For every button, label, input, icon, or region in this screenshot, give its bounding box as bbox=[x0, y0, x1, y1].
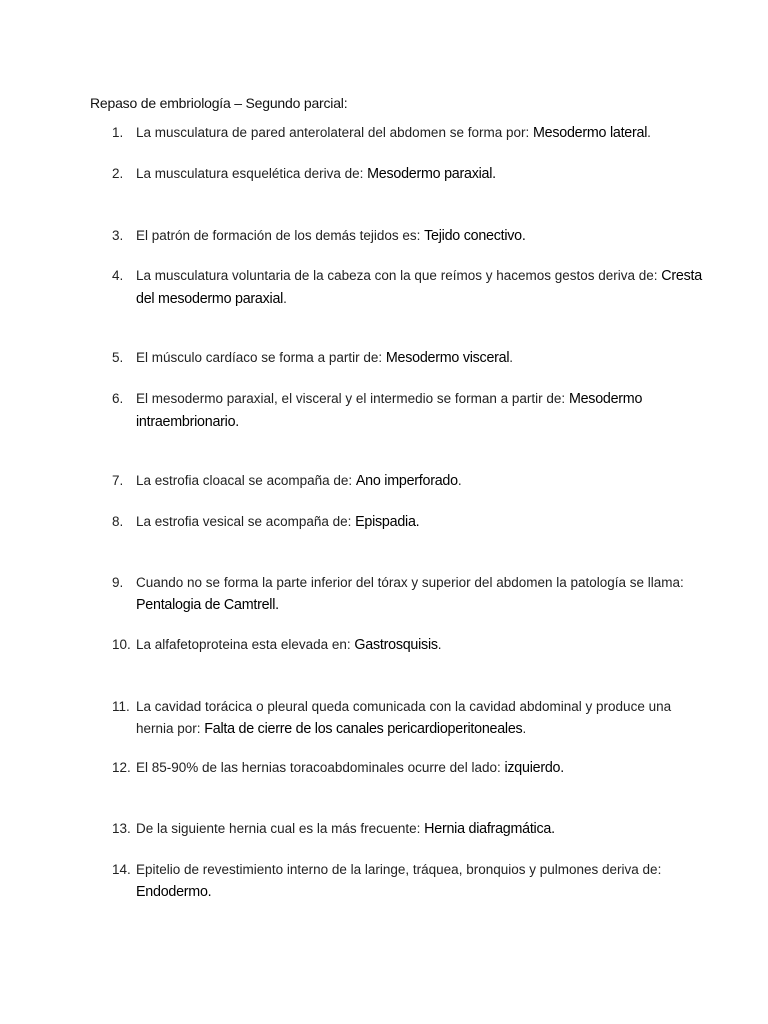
item-answer: Mesodermo lateral bbox=[532, 125, 648, 141]
item-answer: Falta de cierre de los canales pericardioperitoneales bbox=[204, 720, 523, 737]
item-question: La cavidad torácica o pleural queda comunicada con la cavidad abdominal y produce una hernia por: bbox=[136, 699, 672, 736]
item-question: La musculatura esquelética deriva de: bbox=[136, 166, 368, 181]
item-question: El patrón de formación de los demás tejidos es: bbox=[136, 228, 425, 243]
item-number: 10. bbox=[112, 637, 131, 652]
item-question: Cuando no se forma la parte inferior del tórax y superior del abdomen la patología se llama: bbox=[136, 575, 684, 590]
item-answer: Epispadia. bbox=[355, 514, 420, 530]
item-question: La estrofia vesical se acompaña de: bbox=[136, 514, 356, 529]
item-number: 5. bbox=[112, 350, 124, 365]
item-answer: Tejido conectivo. bbox=[424, 228, 526, 244]
item-answer: Pentalogia de Camtrell. bbox=[136, 596, 279, 613]
list-item bbox=[112, 757, 712, 780]
item-end: . bbox=[283, 290, 287, 306]
list-item bbox=[112, 347, 712, 370]
item-number: 3. bbox=[112, 228, 124, 243]
list-item bbox=[112, 634, 712, 657]
item-number: 9. bbox=[112, 575, 124, 590]
item-question: La estrofia cloacal se acompaña de: bbox=[136, 473, 356, 488]
item-answer: Mesodermo paraxial. bbox=[367, 166, 496, 182]
item-question: Epitelio de revestimiento interno de la laringe, tráquea, bronquios y pulmones deriva de: bbox=[136, 862, 662, 877]
item-answer: Gastrosquisis bbox=[354, 637, 438, 653]
item-number: 12. bbox=[112, 760, 131, 775]
item-number: 11. bbox=[112, 699, 130, 714]
item-number: 14. bbox=[112, 862, 131, 877]
item-number: 6. bbox=[112, 391, 124, 406]
list-item bbox=[112, 696, 712, 740]
item-answer: Mesodermo visceral bbox=[385, 350, 510, 366]
item-question: La musculatura de pared anterolateral del abdomen se forma por: bbox=[136, 125, 533, 140]
document-title: Repaso de embriología – Segundo parcial: bbox=[90, 95, 348, 111]
item-answer: Endodermo. bbox=[136, 883, 212, 900]
item-question: El músculo cardíaco se forma a partir de: bbox=[136, 350, 386, 365]
list-item bbox=[112, 388, 712, 433]
item-question: El mesodermo paraxial, el visceral y el intermedio se forman a partir de: bbox=[136, 391, 569, 406]
item-number: 8. bbox=[112, 514, 124, 529]
list-item bbox=[112, 572, 712, 616]
item-answer: Mesodermo intraembrionario. bbox=[136, 391, 643, 430]
item-question: El 85-90% de las hernias toracoabdominales ocurre del lado: bbox=[136, 760, 505, 775]
item-end: . bbox=[647, 125, 651, 140]
item-question: La musculatura voluntaria de la cabeza con la que reímos y hacemos gestos deriva de: bbox=[136, 268, 662, 283]
list-item bbox=[112, 470, 712, 493]
item-answer: Ano imperforado bbox=[355, 473, 458, 489]
item-number: 2. bbox=[112, 166, 124, 181]
list-item bbox=[112, 225, 712, 248]
list-item bbox=[112, 511, 712, 534]
item-question: De la siguiente hernia cual es la más frecuente: bbox=[136, 821, 425, 836]
item-number: 4. bbox=[112, 268, 124, 283]
item-end: . bbox=[437, 637, 442, 652]
item-end: . bbox=[522, 720, 527, 736]
item-end: . bbox=[509, 350, 514, 365]
item-answer: Cresta del mesodermo paraxial bbox=[136, 268, 702, 307]
item-number: 13. bbox=[112, 821, 131, 836]
list-item bbox=[112, 265, 712, 310]
item-number: 7. bbox=[112, 473, 124, 488]
item-end: . bbox=[457, 473, 462, 488]
item-question: La alfafetoproteina esta elevada en: bbox=[136, 637, 355, 652]
list-item bbox=[112, 818, 712, 841]
item-answer: izquierdo. bbox=[504, 760, 564, 776]
item-number: 1. bbox=[112, 125, 124, 140]
list-item bbox=[112, 163, 712, 186]
list-item bbox=[112, 859, 712, 903]
item-answer: Hernia diafragmática. bbox=[424, 821, 555, 837]
list-item bbox=[112, 122, 712, 145]
